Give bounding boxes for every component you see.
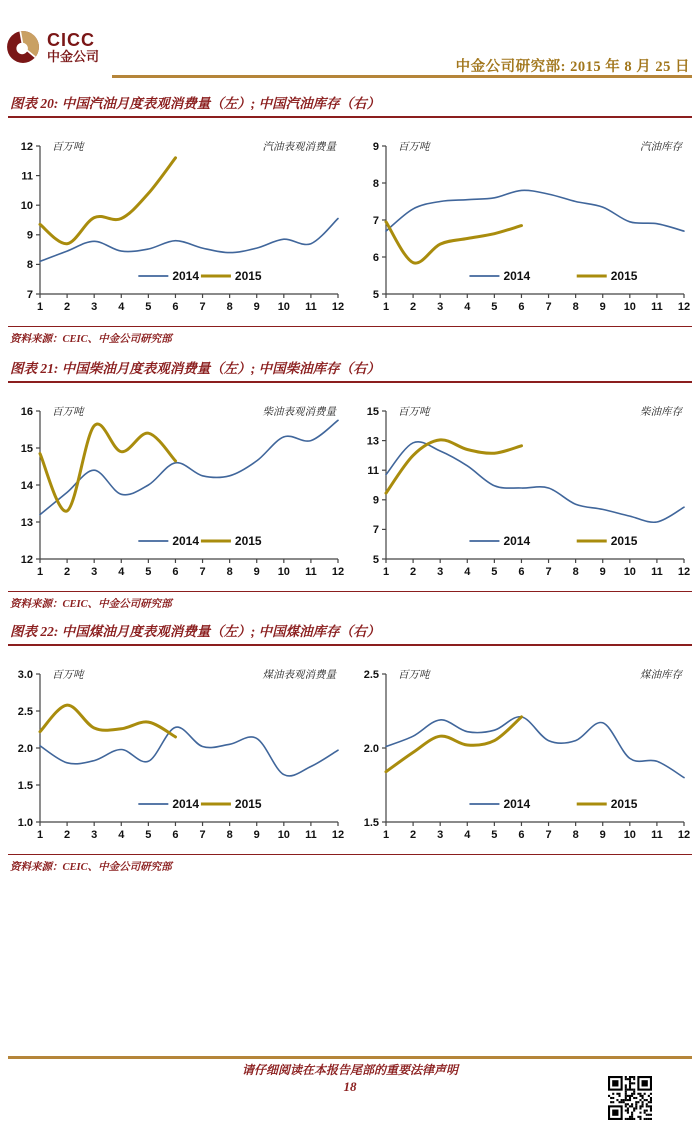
figure-22-source: 资料来源：CEIC、中金公司研究部: [8, 854, 692, 874]
figure-20-source: 资料来源：CEIC、中金公司研究部: [8, 326, 692, 346]
axes: [21, 141, 344, 313]
x-tick-label: 12: [677, 301, 691, 313]
chart-gasoline-consumption: [8, 130, 346, 318]
legend-label-2014: 2014: [172, 797, 200, 811]
series-line-2015: [40, 158, 176, 244]
y-tick-label: 7: [372, 524, 379, 537]
unit-label: 百万吨: [398, 407, 430, 418]
header-rule: [112, 75, 692, 78]
x-tick-label: 6: [172, 301, 179, 313]
x-tick-label: 9: [599, 566, 606, 578]
y-tick-label: 13: [366, 435, 379, 448]
x-tick-label: 8: [572, 566, 579, 578]
x-tick-label: 11: [651, 829, 663, 841]
x-tick-label: 11: [305, 566, 317, 578]
x-tick-label: 5: [145, 301, 152, 313]
x-tick-label: 6: [172, 566, 179, 578]
x-tick-label: 9: [253, 829, 260, 841]
x-tick-label: 1: [382, 566, 390, 578]
chart-diesel-consumption: [8, 395, 346, 583]
footer-rule: [8, 1056, 692, 1059]
legend: [138, 797, 262, 811]
series-line-2014: [40, 727, 338, 776]
y-tick-label: 9: [26, 229, 33, 242]
y-tick-label: 1.5: [363, 816, 379, 829]
x-tick-label: 2: [410, 566, 417, 578]
x-tick-label: 1: [382, 301, 390, 313]
legend: [138, 269, 262, 283]
legend-label-2015: 2015: [234, 797, 262, 811]
figure-21-section: [8, 357, 692, 611]
figure-22-section: [8, 620, 692, 874]
y-tick-label: 13: [20, 516, 33, 529]
unit-label: 百万吨: [52, 142, 84, 153]
y-tick-label: 2.0: [363, 742, 379, 755]
chart-gasoline-inventory: [354, 130, 692, 318]
x-tick-label: 4: [118, 829, 125, 841]
figure-22-charts: [8, 658, 692, 846]
x-tick-label: 12: [331, 301, 345, 313]
series-line-2015: [40, 705, 176, 737]
y-tick-label: 11: [21, 170, 33, 183]
x-tick-label: 6: [518, 829, 525, 841]
y-tick-label: 11: [367, 465, 379, 477]
x-tick-label: 10: [623, 829, 636, 841]
figure-20-title: 图表 20: 中国汽油月度表观消费量（左）; 中国汽油库存（右）: [8, 92, 692, 118]
x-tick-label: 7: [545, 301, 552, 313]
x-tick-label: 3: [91, 829, 98, 841]
x-tick-label: 11: [305, 829, 317, 841]
series-line-2014: [40, 420, 338, 514]
x-tick-label: 3: [437, 566, 444, 578]
x-tick-label: 4: [464, 301, 471, 313]
unit-label: 百万吨: [52, 670, 84, 681]
axes: [364, 669, 690, 841]
x-tick-label: 4: [464, 566, 471, 578]
y-tick-label: 1.5: [17, 779, 33, 792]
figure-22-title: 图表 22: 中国煤油月度表观消费量（左）; 中国煤油库存（右）: [8, 620, 692, 646]
y-tick-label: 9: [372, 140, 379, 153]
x-tick-label: 6: [518, 566, 525, 578]
figure-20-charts: [8, 130, 692, 318]
y-tick-label: 5: [372, 553, 379, 566]
x-tick-label: 7: [199, 829, 206, 841]
panel-title: 汽油表观消费量: [262, 142, 336, 153]
legend-label-2014: 2014: [172, 269, 200, 283]
x-tick-label: 8: [226, 829, 233, 841]
x-tick-label: 10: [277, 566, 290, 578]
x-tick-label: 3: [437, 301, 444, 313]
x-tick-label: 8: [226, 301, 233, 313]
x-tick-label: 10: [277, 301, 290, 313]
x-tick-label: 1: [36, 566, 44, 578]
chart-kerosene-inventory: [354, 658, 692, 846]
y-tick-label: 8: [26, 259, 33, 272]
y-tick-label: 2.5: [17, 705, 33, 718]
legend: [138, 534, 262, 548]
x-tick-label: 8: [572, 301, 579, 313]
cicc-logo-icon: [6, 30, 40, 64]
y-tick-label: 10: [20, 200, 33, 212]
page-number: 18: [343, 1079, 357, 1094]
x-tick-label: 4: [118, 301, 125, 313]
unit-label: 百万吨: [398, 670, 430, 681]
y-tick-label: 5: [372, 288, 379, 301]
x-tick-label: 7: [545, 566, 552, 578]
x-tick-label: 2: [64, 829, 71, 841]
y-tick-label: 6: [372, 251, 379, 264]
x-tick-label: 3: [437, 829, 444, 841]
axes: [373, 141, 690, 313]
legend-label-2015: 2015: [610, 534, 638, 548]
x-tick-label: 9: [599, 829, 606, 841]
y-tick-label: 15: [20, 442, 33, 455]
series-line-2014: [386, 190, 684, 231]
x-tick-label: 12: [331, 566, 345, 578]
figure-21-source: 资料来源：CEIC、中金公司研究部: [8, 591, 692, 611]
x-tick-label: 11: [651, 566, 663, 578]
research-dept-date: 中金公司研究部: 2015 年 8 月 25 日: [455, 59, 690, 75]
y-tick-label: 7: [26, 288, 33, 301]
axes: [367, 406, 690, 578]
x-tick-label: 5: [491, 566, 498, 578]
series-line-2014: [386, 442, 684, 522]
logo-acronym: CICC: [47, 29, 95, 50]
legend-label-2015: 2015: [234, 269, 262, 283]
unit-label: 百万吨: [398, 142, 430, 153]
x-tick-label: 8: [572, 829, 579, 841]
x-tick-label: 2: [64, 566, 71, 578]
y-tick-label: 3.0: [17, 668, 33, 681]
x-tick-label: 11: [651, 301, 663, 313]
x-tick-label: 1: [36, 301, 44, 313]
legend: [469, 534, 637, 548]
x-tick-label: 2: [410, 301, 417, 313]
logo-wordmark: [47, 31, 99, 64]
x-tick-label: 5: [145, 566, 152, 578]
panel-title: 汽油库存: [640, 142, 682, 153]
y-tick-label: 9: [372, 494, 379, 507]
y-tick-label: 12: [20, 140, 33, 153]
figure-21-title: 图表 21: 中国柴油月度表观消费量（左）; 中国柴油库存（右）: [8, 357, 692, 383]
y-tick-label: 14: [20, 479, 33, 492]
cicc-logo: [6, 30, 99, 64]
y-tick-label: 1.0: [17, 816, 33, 829]
panel-title: 柴油库存: [640, 407, 682, 418]
panel-title: 煤油表观消费量: [262, 670, 336, 681]
x-tick-label: 5: [491, 829, 498, 841]
chart-kerosene-consumption: [8, 658, 346, 846]
legal-disclaimer: 请仔细阅读在本报告尾部的重要法律声明: [241, 1063, 458, 1077]
x-tick-label: 4: [118, 566, 125, 578]
qr-code-icon: [608, 1076, 652, 1120]
x-tick-label: 10: [277, 829, 290, 841]
legend-label-2015: 2015: [610, 797, 638, 811]
panel-title: 柴油表观消费量: [262, 407, 336, 418]
figure-20-section: [8, 92, 692, 346]
y-tick-label: 16: [20, 405, 33, 418]
x-tick-label: 12: [331, 829, 345, 841]
legend-label-2014: 2014: [172, 534, 200, 548]
legend-label-2014: 2014: [503, 534, 531, 548]
x-tick-label: 1: [36, 829, 44, 841]
x-tick-label: 7: [199, 566, 206, 578]
legend-label-2014: 2014: [503, 269, 531, 283]
x-tick-label: 7: [199, 301, 206, 313]
x-tick-label: 8: [226, 566, 233, 578]
x-tick-label: 10: [623, 566, 636, 578]
y-tick-label: 15: [366, 405, 379, 418]
x-tick-label: 2: [410, 829, 417, 841]
x-tick-label: 2: [64, 301, 71, 313]
series-line-2014: [386, 717, 684, 778]
x-tick-label: 10: [623, 301, 636, 313]
legend-label-2014: 2014: [503, 797, 531, 811]
x-tick-label: 6: [518, 301, 525, 313]
axes: [21, 406, 344, 578]
x-tick-label: 9: [599, 301, 606, 313]
x-tick-label: 3: [91, 566, 98, 578]
logo-chinese-name: 中金公司: [47, 48, 100, 64]
x-tick-label: 9: [253, 566, 260, 578]
legend-label-2015: 2015: [610, 269, 638, 283]
x-tick-label: 12: [677, 829, 691, 841]
chart-diesel-inventory: [354, 395, 692, 583]
x-tick-label: 3: [91, 301, 98, 313]
y-tick-label: 2.0: [17, 742, 33, 755]
x-tick-label: 6: [172, 829, 179, 841]
y-tick-label: 12: [20, 553, 33, 566]
x-tick-label: 5: [491, 301, 498, 313]
panel-title: 煤油库存: [640, 670, 682, 681]
series-line-2015: [386, 222, 522, 263]
figure-21-charts: [8, 395, 692, 583]
y-tick-label: 7: [372, 214, 379, 227]
y-tick-label: 2.5: [363, 668, 379, 681]
unit-label: 百万吨: [52, 407, 84, 418]
x-tick-label: 12: [677, 566, 691, 578]
x-tick-label: 5: [145, 829, 152, 841]
y-tick-label: 8: [372, 177, 379, 190]
legend: [469, 269, 637, 283]
legend: [469, 797, 637, 811]
x-tick-label: 7: [545, 829, 552, 841]
legend-label-2015: 2015: [234, 534, 262, 548]
x-tick-label: 9: [253, 301, 260, 313]
axes: [18, 669, 344, 841]
x-tick-label: 4: [464, 829, 471, 841]
x-tick-label: 11: [305, 301, 317, 313]
x-tick-label: 1: [382, 829, 390, 841]
